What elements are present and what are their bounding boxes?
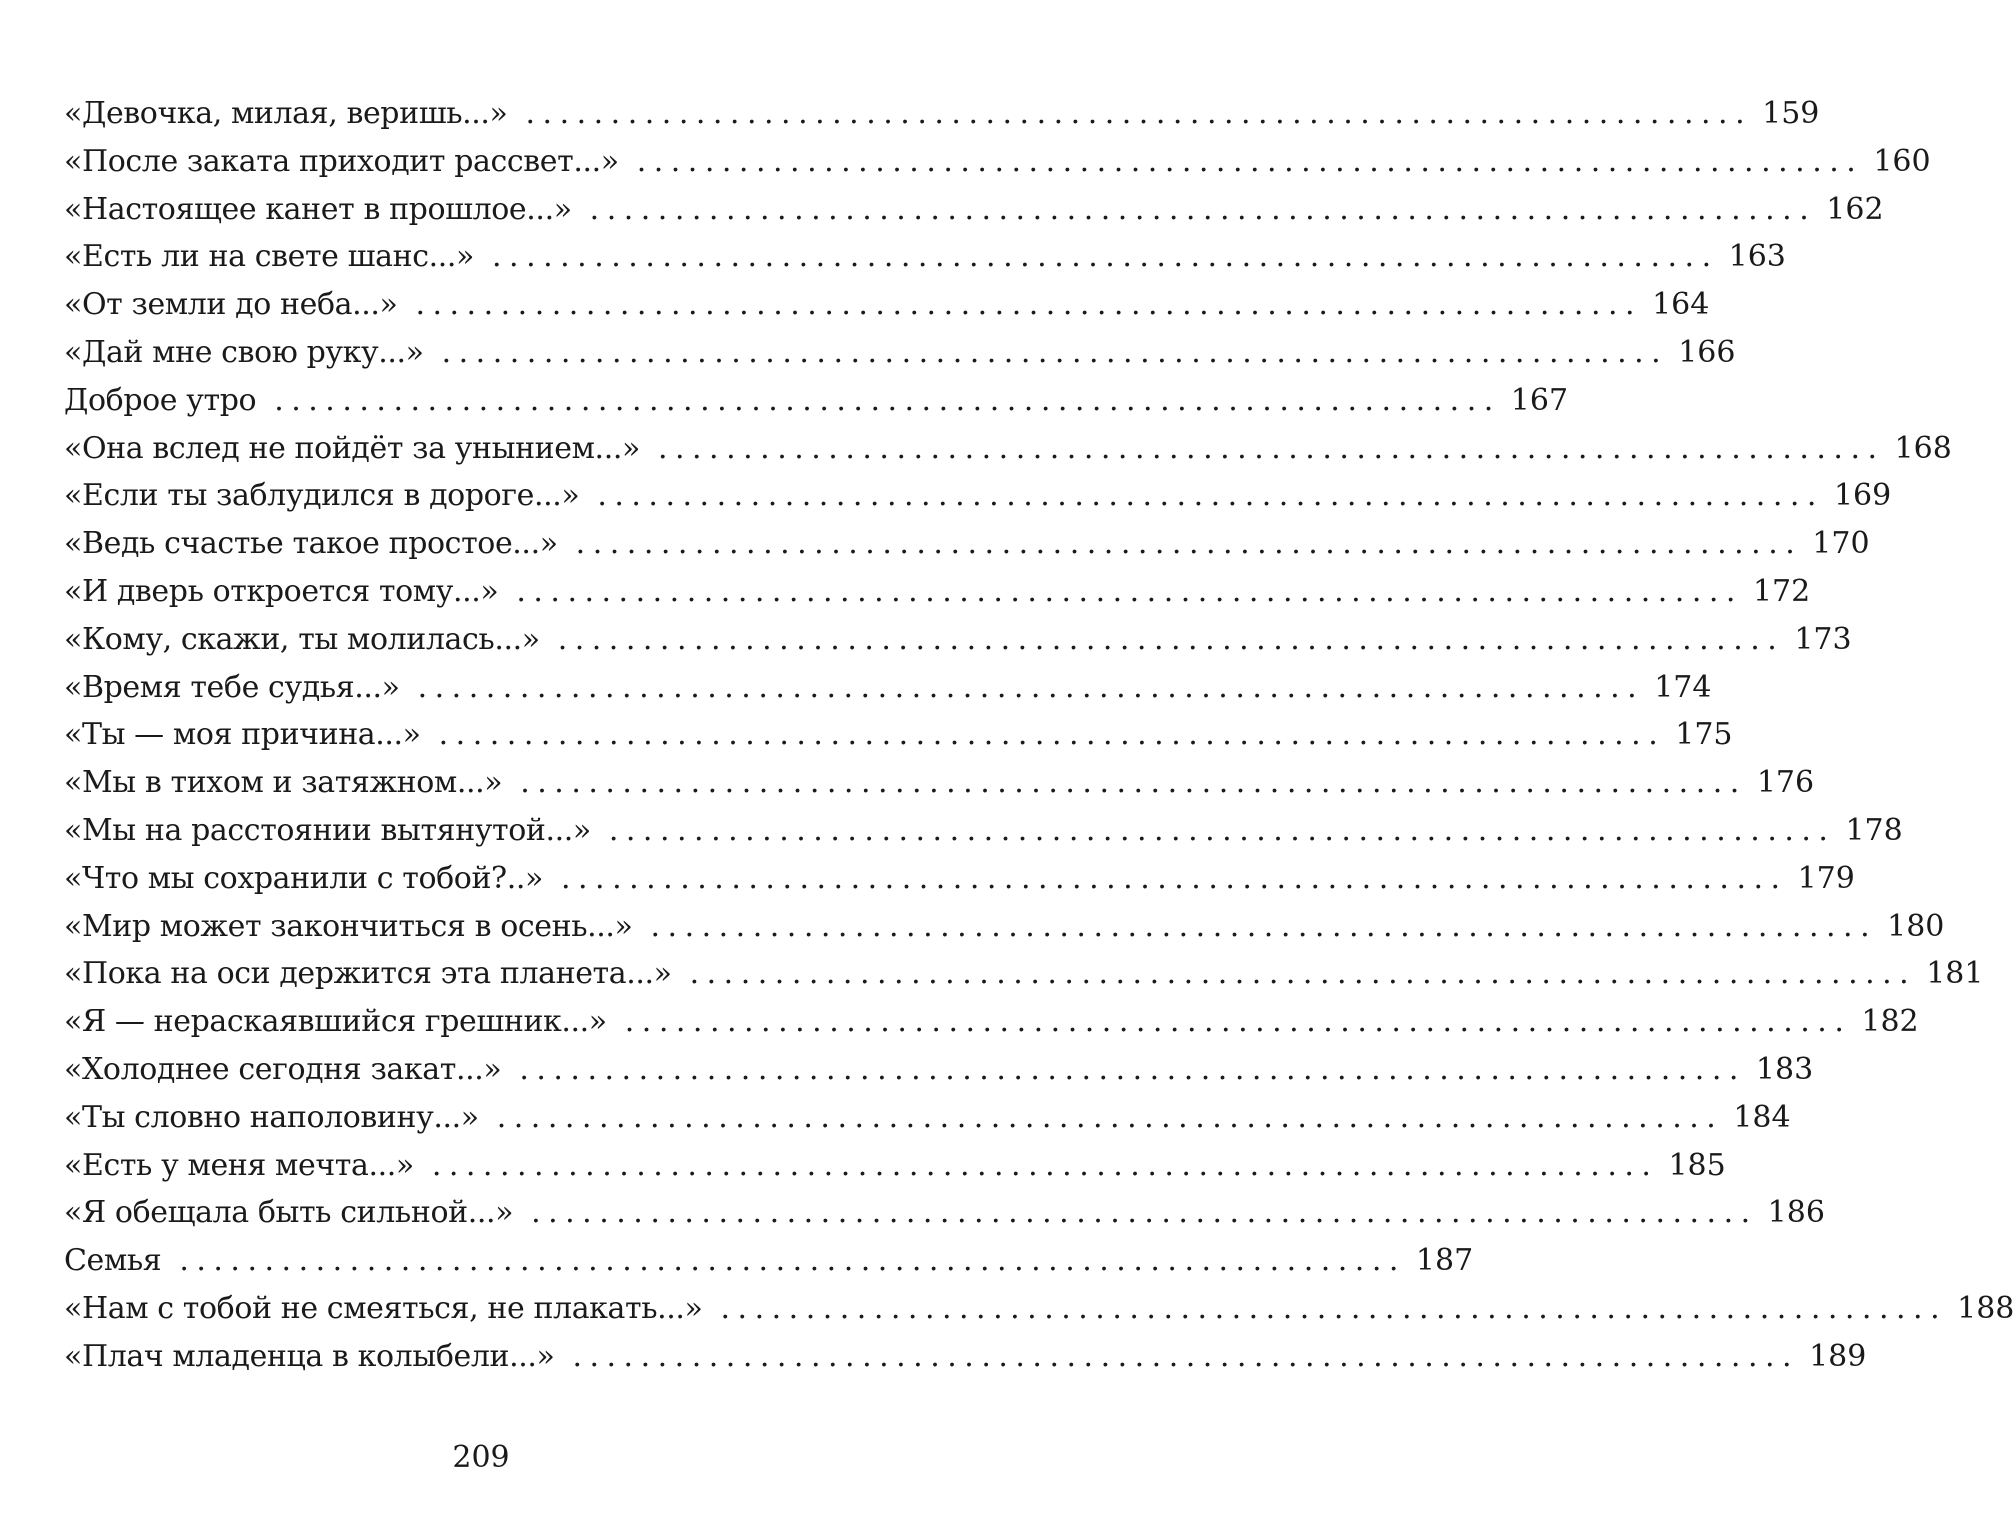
dot-leader: ........................................................................ — [438, 717, 1666, 753]
dot-leader: ........................................................................ — [560, 860, 1788, 896]
toc-entry — [64, 664, 1712, 712]
table-of-contents — [64, 90, 2014, 1381]
dot-leader: ........................................................................ — [520, 765, 1747, 801]
toc-entry-title: «После заката приходит рассвет...» — [64, 143, 619, 179]
toc-entry — [64, 1142, 1726, 1190]
toc-entry — [64, 759, 1815, 807]
toc-entry-page: 178 — [1845, 812, 1903, 848]
toc-entry — [64, 329, 1736, 377]
dot-leader: ........................................................................ — [624, 1004, 1852, 1040]
toc-entry-page: 180 — [1887, 908, 1945, 944]
toc-entry-page: 186 — [1767, 1195, 1825, 1231]
dot-leader: ........................................................................ — [519, 1051, 1746, 1087]
toc-entry-title: «Настоящее канет в прошлое...» — [64, 191, 572, 227]
toc-entry-title: «От земли до неба...» — [64, 287, 398, 323]
toc-entry-page: 168 — [1894, 430, 1952, 466]
toc-entry-title: «Она вслед не пойдёт за унынием...» — [64, 430, 640, 466]
dot-leader: ........................................................................ — [496, 1099, 1724, 1135]
dot-leader: ........................................................................ — [575, 526, 1803, 562]
toc-entry-title: «Ты — моя причина...» — [64, 717, 421, 753]
dot-leader: ........................................................................ — [557, 621, 1785, 657]
toc-entry-title: «Я обещала быть сильной...» — [64, 1195, 514, 1231]
toc-entry-page: 160 — [1873, 143, 1931, 179]
toc-entry-title: «Есть ли на свете шанс...» — [64, 239, 474, 275]
toc-entry — [64, 1189, 1825, 1237]
toc-entry-title: «Если ты заблудился в дороге...» — [64, 478, 580, 514]
dot-leader: ........................................................................ — [597, 478, 1824, 514]
dot-leader: ........................................................................ — [636, 143, 1864, 179]
toc-entry — [64, 472, 1892, 520]
toc-entry-page: 173 — [1794, 621, 1852, 657]
toc-entry-title: «Мир может закончиться в осень...» — [64, 908, 633, 944]
toc-entry-page: 179 — [1797, 860, 1855, 896]
toc-entry — [64, 711, 1733, 759]
dot-leader: ........................................................................ — [179, 1243, 1406, 1279]
toc-entry-page: 159 — [1762, 96, 1820, 131]
toc-entry-page: 188 — [1957, 1290, 2014, 1326]
toc-entry — [64, 616, 1852, 664]
toc-entry — [64, 950, 1984, 998]
toc-entry — [64, 1285, 2014, 1333]
dot-leader: ........................................................................ — [492, 239, 1719, 275]
toc-entry-page: 162 — [1826, 191, 1884, 227]
toc-entry-page: 174 — [1654, 669, 1712, 705]
dot-leader: ........................................................................ — [516, 573, 1743, 609]
toc-entry — [64, 186, 1884, 234]
toc-entry — [64, 377, 1569, 425]
toc-entry-title: Доброе утро — [64, 382, 257, 418]
dot-leader: ........................................................................ — [415, 287, 1643, 323]
toc-entry-page: 166 — [1678, 334, 1736, 370]
toc-entry-page: 183 — [1755, 1051, 1814, 1087]
toc-entry-title: «Пока на оси держится эта планета...» — [64, 956, 672, 992]
toc-entry-title: «Нам с тобой не смеяться, не плакать...» — [64, 1290, 703, 1326]
toc-entry — [64, 233, 1786, 281]
toc-entry — [64, 855, 1855, 903]
toc-entry-title: «Плач младенца в колыбели...» — [64, 1338, 555, 1374]
dot-leader: ........................................................................ — [720, 1290, 1948, 1326]
toc-entry — [64, 425, 1952, 473]
toc-entry — [64, 1237, 1474, 1285]
page-number: 209 — [452, 1440, 510, 1475]
toc-entry-title: «И дверь откроется тому...» — [64, 573, 499, 609]
dot-leader: ........................................................................ — [572, 1338, 1800, 1374]
dot-leader: ........................................................................ — [431, 1147, 1659, 1183]
toc-entry — [64, 568, 1811, 616]
toc-entry-page: 187 — [1415, 1243, 1474, 1279]
toc-entry-page: 170 — [1812, 526, 1870, 562]
toc-entry-title: «Есть у меня мечта...» — [64, 1147, 414, 1183]
toc-entry — [64, 1046, 1814, 1094]
dot-leader: ........................................................................ — [441, 334, 1669, 370]
toc-entry-title: «Ты словно наполовину...» — [64, 1099, 479, 1135]
toc-entry — [64, 520, 1870, 568]
dot-leader: ........................................................................ — [525, 96, 1753, 131]
toc-entry-page: 163 — [1728, 239, 1786, 275]
toc-entry — [64, 138, 1931, 186]
toc-entry-title: «Кому, скажи, ты молилась...» — [64, 621, 540, 657]
dot-leader: ........................................................................ — [657, 430, 1885, 466]
toc-entry-page: 176 — [1756, 765, 1815, 801]
toc-entry-page: 172 — [1752, 573, 1811, 609]
dot-leader: ........................................................................ — [417, 669, 1645, 705]
toc-entry-page: 182 — [1861, 1004, 1919, 1040]
toc-entry-title: «Ведь счастье такое простое...» — [64, 526, 558, 562]
toc-entry-page: 164 — [1652, 287, 1710, 323]
toc-entry-page: 184 — [1733, 1099, 1791, 1135]
dot-leader: ........................................................................ — [589, 191, 1817, 227]
toc-entry-page: 189 — [1809, 1338, 1867, 1374]
toc-entry-page: 181 — [1926, 956, 1984, 992]
toc-entry-title: «Дай мне свою руку...» — [64, 334, 424, 370]
toc-entry-page: 167 — [1510, 382, 1569, 418]
dot-leader: ........................................................................ — [608, 812, 1836, 848]
toc-entry-title: «Время тебе судья...» — [64, 669, 400, 705]
toc-entry-title: «Что мы сохранили с тобой?..» — [64, 860, 543, 896]
toc-entry — [64, 1333, 1867, 1381]
dot-leader: ........................................................................ — [531, 1195, 1758, 1231]
toc-entry — [64, 903, 1945, 951]
toc-entry-page: 185 — [1668, 1147, 1726, 1183]
dot-leader: ........................................................................ — [274, 382, 1501, 418]
dot-leader: ........................................................................ — [689, 956, 1917, 992]
toc-entry-page: 175 — [1675, 717, 1733, 753]
toc-entry-title: «Мы в тихом и затяжном...» — [64, 765, 503, 801]
dot-leader: ........................................................................ — [650, 908, 1878, 944]
toc-entry-title: Семья — [64, 1243, 162, 1279]
toc-entry-title: «Я — нераскаявшийся грешник...» — [64, 1004, 607, 1040]
toc-entry — [64, 807, 1903, 855]
toc-entry — [64, 90, 1820, 138]
toc-entry-title: «Девочка, милая, веришь...» — [64, 96, 508, 131]
toc-entry — [64, 281, 1710, 329]
toc-entry-page: 169 — [1833, 478, 1892, 514]
toc-entry — [64, 1094, 1791, 1142]
toc-entry-title: «Холоднее сегодня закат...» — [64, 1051, 502, 1087]
toc-entry — [64, 998, 1919, 1046]
toc-entry-title: «Мы на расстоянии вытянутой...» — [64, 812, 591, 848]
